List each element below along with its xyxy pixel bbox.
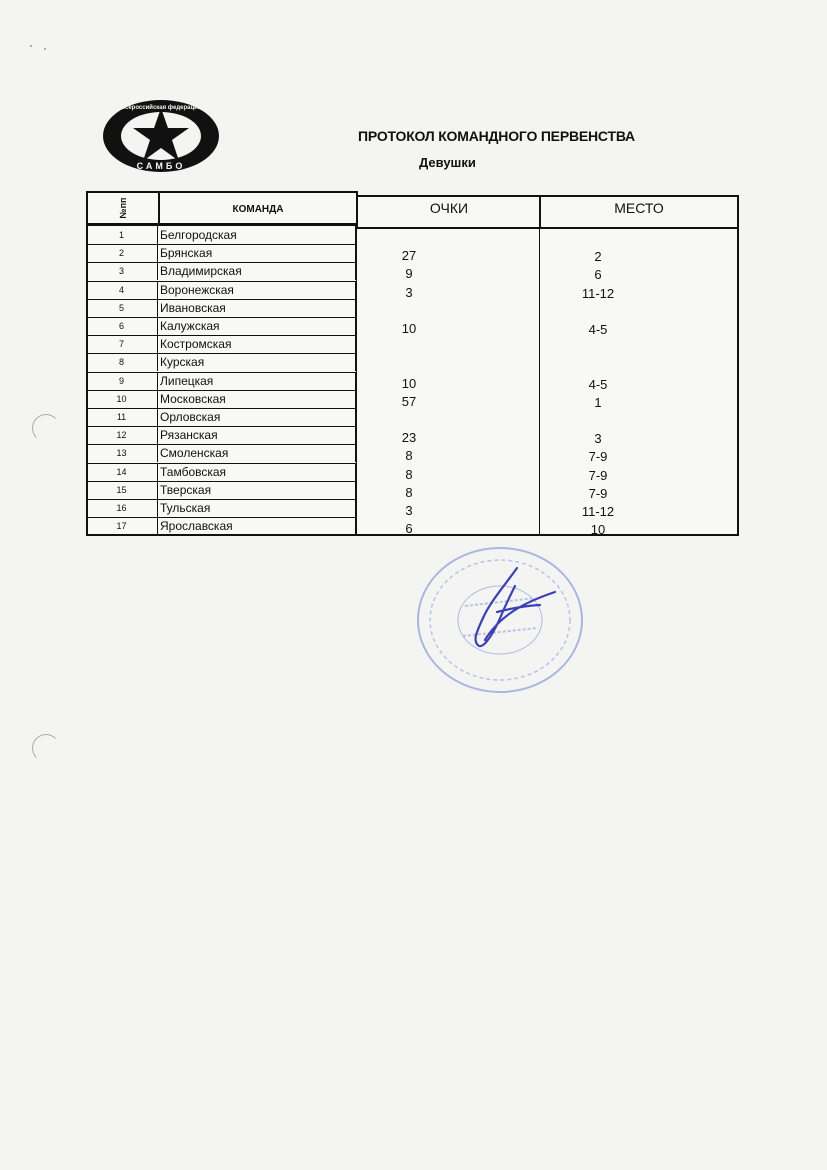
row-team-name: Липецкая [158, 372, 356, 390]
header-team [158, 191, 358, 225]
header-number-label: №пп [118, 197, 128, 219]
table-row [86, 426, 356, 444]
row-number: 15 [86, 481, 158, 499]
row-number: 8 [86, 353, 158, 371]
row-points: 8 [405, 448, 413, 464]
row-divider [86, 353, 356, 354]
row-place: 3 [594, 431, 602, 447]
row-points: 9 [405, 266, 413, 282]
header-number [86, 191, 160, 225]
row-points: 3 [405, 284, 413, 300]
row-team-name: Белгородская [158, 226, 356, 244]
row-team-name: Ярославская [158, 517, 356, 535]
row-divider [86, 299, 356, 300]
table-row [86, 390, 356, 408]
row-points: 3 [405, 503, 413, 518]
header-points [356, 195, 542, 229]
row-number: 13 [86, 444, 158, 462]
row-place: 10 [590, 522, 606, 538]
row-points: 10 [401, 321, 417, 336]
row-number: 6 [86, 317, 158, 335]
column-divider [356, 227, 357, 535]
row-divider [86, 408, 356, 409]
row-points: 8 [405, 466, 413, 482]
table-row [86, 372, 356, 390]
row-points: 57 [401, 393, 417, 409]
sambo-federation-logo [100, 96, 222, 176]
table-row [86, 444, 356, 462]
row-place: 11-12 [581, 504, 615, 519]
row-number: 10 [86, 390, 158, 408]
row-place: 1 [594, 394, 602, 410]
row-number: 2 [86, 244, 158, 262]
row-points: 23 [401, 430, 417, 446]
row-divider [86, 244, 356, 245]
row-team-name: Рязанская [158, 426, 356, 444]
header-place-label: МЕСТО [614, 200, 664, 216]
row-team-name: Тульская [158, 499, 356, 517]
table-row [86, 335, 356, 353]
table-row [86, 244, 356, 262]
document-title: ПРОТОКОЛ КОМАНДНОГО ПЕРВЕНСТВА [358, 128, 635, 144]
table-row [86, 226, 356, 244]
row-team-name: Тверская [158, 481, 356, 499]
row-divider [86, 317, 356, 318]
table-row [86, 317, 356, 335]
row-divider [86, 335, 356, 336]
row-divider [86, 262, 356, 263]
row-team-name: Костромская [158, 335, 356, 353]
row-number: 11 [86, 408, 158, 426]
table-row [86, 517, 356, 535]
stamp-and-signature [405, 540, 595, 700]
column-divider [539, 227, 540, 535]
row-divider [86, 463, 356, 464]
table-row [86, 481, 356, 499]
row-team-name: Калужская [158, 317, 356, 335]
row-number: 9 [86, 372, 158, 390]
row-number: 5 [86, 299, 158, 317]
row-number: 7 [86, 335, 158, 353]
row-place: 7-9 [588, 485, 608, 501]
row-place: 6 [594, 267, 602, 283]
row-divider [86, 390, 356, 391]
table-row [86, 463, 356, 481]
row-number: 14 [86, 463, 158, 481]
logo-org-text: Всероссийская федерация [120, 105, 202, 111]
row-team-name: Владимирская [158, 262, 356, 280]
scan-speck [30, 45, 32, 47]
row-team-name: Орловская [158, 408, 356, 426]
scan-speck [44, 48, 46, 50]
row-divider [86, 517, 356, 518]
row-number: 12 [86, 426, 158, 444]
table-row [86, 262, 356, 280]
row-team-name: Брянская [158, 244, 356, 262]
row-place: 7-9 [588, 467, 608, 483]
header-place [539, 195, 739, 229]
document-subtitle: Девушки [419, 155, 476, 170]
row-points: 8 [405, 484, 413, 500]
punch-hole-mark [32, 734, 60, 762]
row-place: 4-5 [588, 376, 608, 392]
header-points-label: ОЧКИ [429, 200, 469, 216]
row-number: 17 [86, 517, 158, 535]
table-row [86, 281, 356, 299]
row-place: 11-12 [581, 285, 615, 301]
row-divider [86, 481, 356, 482]
row-team-name: Московская [158, 390, 356, 408]
row-team-name: Воронежская [158, 281, 356, 299]
table-row [86, 408, 356, 426]
header-team-label: КОМАНДА [232, 204, 284, 215]
row-place: 2 [594, 249, 602, 265]
row-number: 1 [86, 226, 158, 244]
row-divider [86, 444, 356, 445]
row-points: 27 [401, 248, 417, 264]
row-team-name: Тамбовская [158, 463, 356, 481]
table-row [86, 499, 356, 517]
row-team-name: Смоленская [158, 444, 356, 462]
row-team-name: Ивановская [158, 299, 356, 317]
row-place: 4-5 [588, 322, 608, 337]
row-divider [86, 426, 356, 427]
row-number: 4 [86, 281, 158, 299]
row-divider [86, 281, 356, 282]
row-place: 7-9 [588, 449, 608, 465]
row-number: 16 [86, 499, 158, 517]
row-number: 3 [86, 262, 158, 280]
table-row [86, 299, 356, 317]
punch-hole-mark [32, 414, 60, 442]
row-divider [86, 372, 356, 373]
row-points: 10 [401, 375, 417, 391]
row-points: 6 [405, 521, 413, 537]
row-divider [86, 499, 356, 500]
table-row [86, 353, 356, 371]
logo-name-text: САМБО [136, 161, 186, 171]
row-team-name: Курская [158, 353, 356, 371]
